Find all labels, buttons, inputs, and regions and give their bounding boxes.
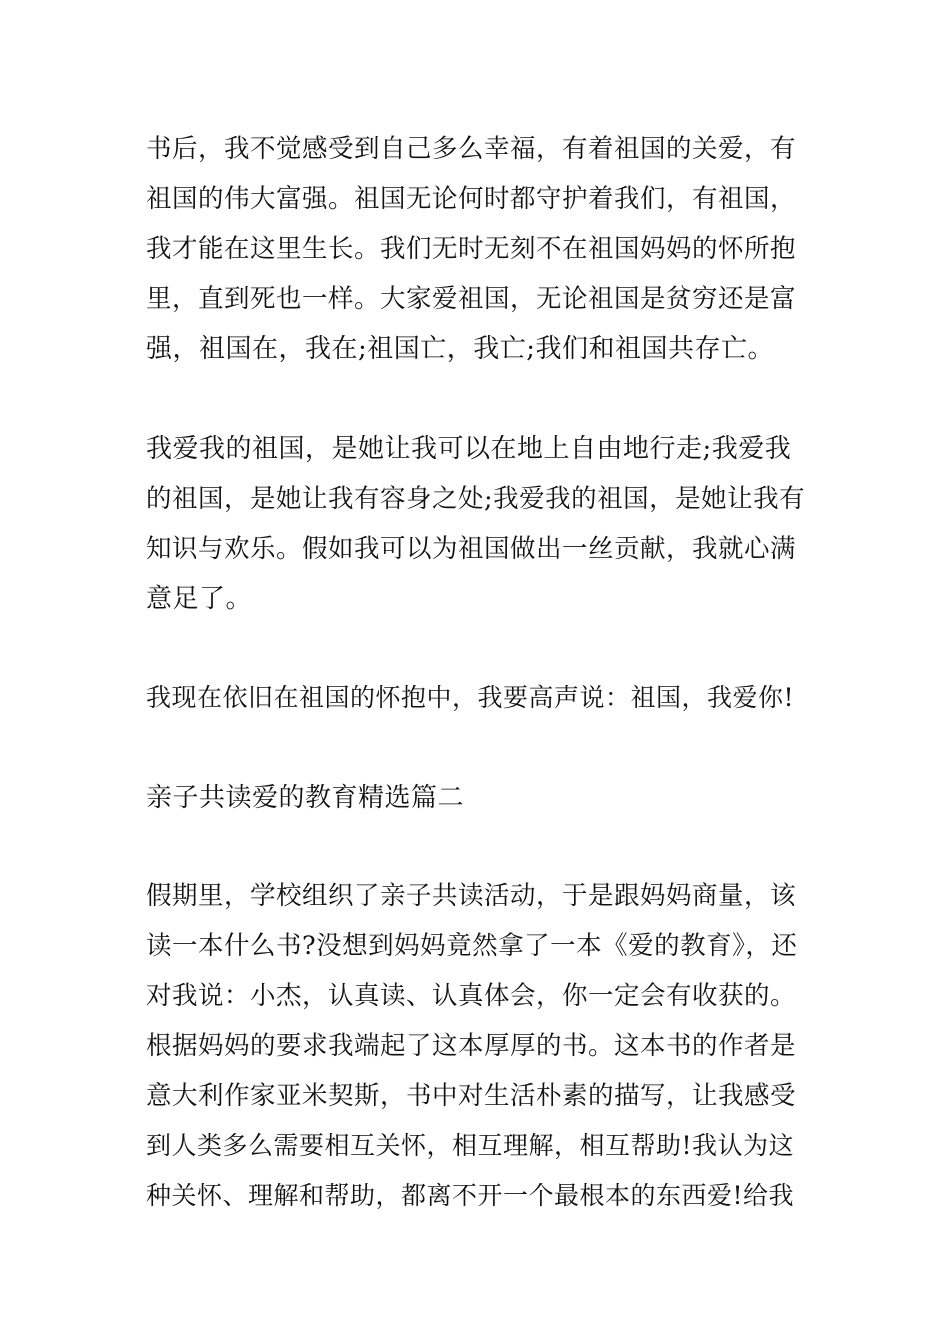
paragraph-4-line-4: 根据妈妈的要求我端起了这本厚厚的书。这本书的作者是 [146, 1031, 797, 1061]
paragraph-3-line-1: 我现在依旧在祖国的怀抱中，我要高声说：祖国，我爱你! [146, 683, 795, 712]
paragraph-1-line-3: 我才能在这里生长。我们无时无刻不在祖国妈妈的怀所抱 [146, 234, 797, 264]
paragraph-2-line-3: 知识与欢乐。假如我可以为祖国做出一丝贡献，我就心满 [146, 534, 797, 564]
paragraph-2-line-1: 我爱我的祖国，是她让我可以在地上自由地行走;我爱我 [146, 434, 792, 464]
paragraph-2-line-4: 意足了。 [146, 584, 253, 614]
paragraph-4-line-1: 假期里，学校组织了亲子共读活动，于是跟妈妈商量，该 [146, 881, 797, 911]
paragraph-1-line-4: 里，直到死也一样。大家爱祖国，无论祖国是贫穷还是富 [146, 284, 797, 314]
paragraph-1-line-1: 书后，我不觉感受到自己多么幸福，有着祖国的关爱，有 [146, 134, 797, 164]
paragraph-4-line-7: 种关怀、理解和帮助，都离不开一个最根本的东西爱!给我 [146, 1181, 795, 1210]
paragraph-1-line-2: 祖国的伟大富强。祖国无论何时都守护着我们，有祖国， [146, 184, 797, 214]
paragraph-4-line-2: 读一本什么书?没想到妈妈竟然拿了一本《爱的教育》，还 [146, 931, 798, 961]
paragraph-4-line-6: 到人类多么需要相互关怀，相互理解，相互帮助!我认为这 [146, 1131, 795, 1160]
paragraph-4-line-3: 对我说：小杰，认真读、认真体会，你一定会有收获的。 [146, 981, 797, 1011]
paragraph-2-line-2: 的祖国，是她让我有容身之处;我爱我的祖国，是她让我有 [146, 484, 806, 514]
section-heading: 亲子共读爱的教育精选篇二 [146, 783, 465, 813]
paragraph-1-line-5: 强，祖国在，我在;祖国亡，我亡;我们和祖国共存亡。 [146, 334, 775, 364]
paragraph-4-line-5: 意大利作家亚米契斯，书中对生活朴素的描写，让我感受 [146, 1081, 797, 1111]
